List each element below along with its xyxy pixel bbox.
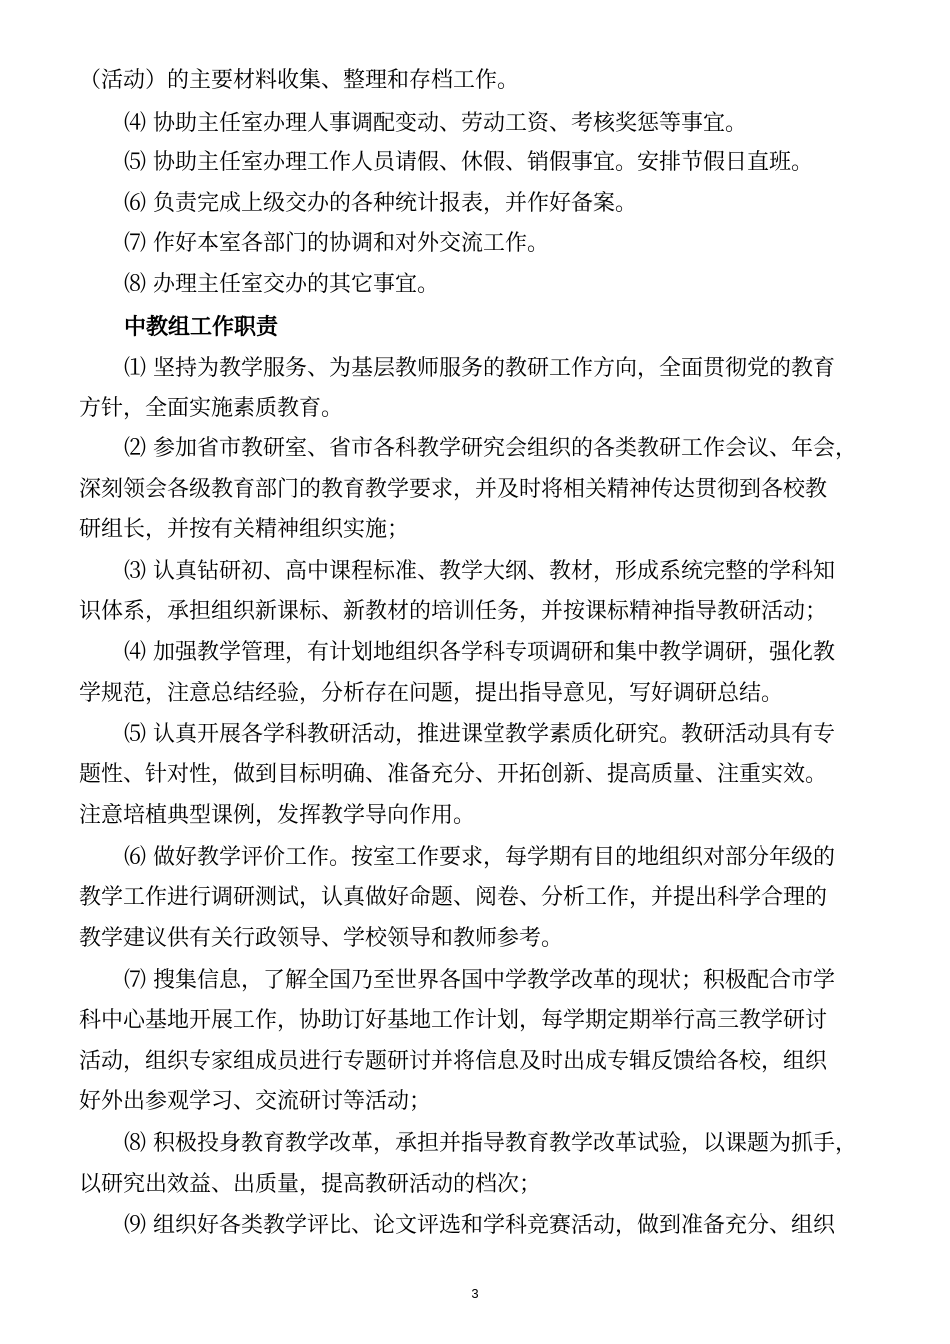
text-line: 活动，组织专家组成员进行专题研讨并将信息及时出成专辑反馈给各校，组织 [79,1049,828,1074]
text-line: ⑸ 协助主任室办理工作人员请假、休假、销假事宜。安排节假日直班。 [124,150,813,175]
text-line: 识体系，承担组织新课标、新教材的培训任务，并按课标精神指导教研活动； [79,599,828,624]
text-line: 教学工作进行调研测试，认真做好命题、阅卷、分析工作，并提出科学合理的 [79,885,828,910]
text-line: ⑶ 认真钻研初、高中课程标准、教学大纲、教材，形成系统完整的学科知 [124,559,835,584]
text-line: ⑷ 协助主任室办理人事调配变动、劳动工资、考核奖惩等事宜。 [124,111,747,136]
text-line: ⑹ 负责完成上级交办的各种统计报表，并作好备案。 [124,191,637,216]
text-line: 注意培植典型课例，发挥教学导向作用。 [79,803,476,828]
text-line: ⑻ 办理主任室交办的其它事宜。 [124,272,439,297]
text-line: 方针，全面实施素质教育。 [79,396,344,421]
text-line: 科中心基地开展工作，协助订好基地工作计划，每学期定期举行高三教学研讨 [79,1008,828,1033]
text-line: 学规范，注意总结经验，分析存在问题，提出指导意见，写好调研总结。 [79,681,784,706]
text-line: 教学建议供有关行政领导、学校领导和教师参考。 [79,926,564,951]
section-heading: 中教组工作职责 [124,314,279,340]
text-line: ⑼ 组织好各类教学评比、论文评选和学科竞赛活动，做到准备充分、组织 [124,1213,835,1238]
text-line: ⑺ 搜集信息，了解全国乃至世界各国中学教学改革的现状；积极配合市学 [124,968,835,993]
page-number: 3 [471,1286,479,1301]
text-line: 研组长，并按有关精神组织实施； [79,517,410,542]
text-line: 深刻领会各级教育部门的教育教学要求，并及时将相关精神传达贯彻到各校教 [79,477,828,502]
text-line: ⑷ 加强教学管理，有计划地组织各学科专项调研和集中教学调研，强化教 [124,640,835,665]
text-line: ⑴ 坚持为教学服务、为基层教师服务的教研工作方向，全面贯彻党的教育 [124,356,835,381]
text-line: ⑹ 做好教学评价工作。按室工作要求，每学期有目的地组织对部分年级的 [124,845,835,870]
text-line: （活动）的主要材料收集、整理和存档工作。 [79,68,520,93]
text-line: 题性、针对性，做到目标明确、准备充分、开拓创新、提高质量、注重实效。 [79,762,828,787]
text-line: 好外出参观学习、交流研讨等活动； [79,1089,432,1114]
text-line: 以研究出效益、出质量，提高教研活动的档次； [79,1172,542,1197]
text-line: ⑻ 积极投身教育教学改革，承担并指导教育教学改革试验，以课题为抓手， [124,1131,857,1156]
text-line: ⑵ 参加省市教研室、省市各科教学研究会组织的各类教研工作会议、年会， [124,436,857,461]
text-line: ⑺ 作好本室各部门的协调和对外交流工作。 [124,231,549,256]
text-line: ⑸ 认真开展各学科教研活动，推进课堂教学素质化研究。教研活动具有专 [124,722,835,747]
